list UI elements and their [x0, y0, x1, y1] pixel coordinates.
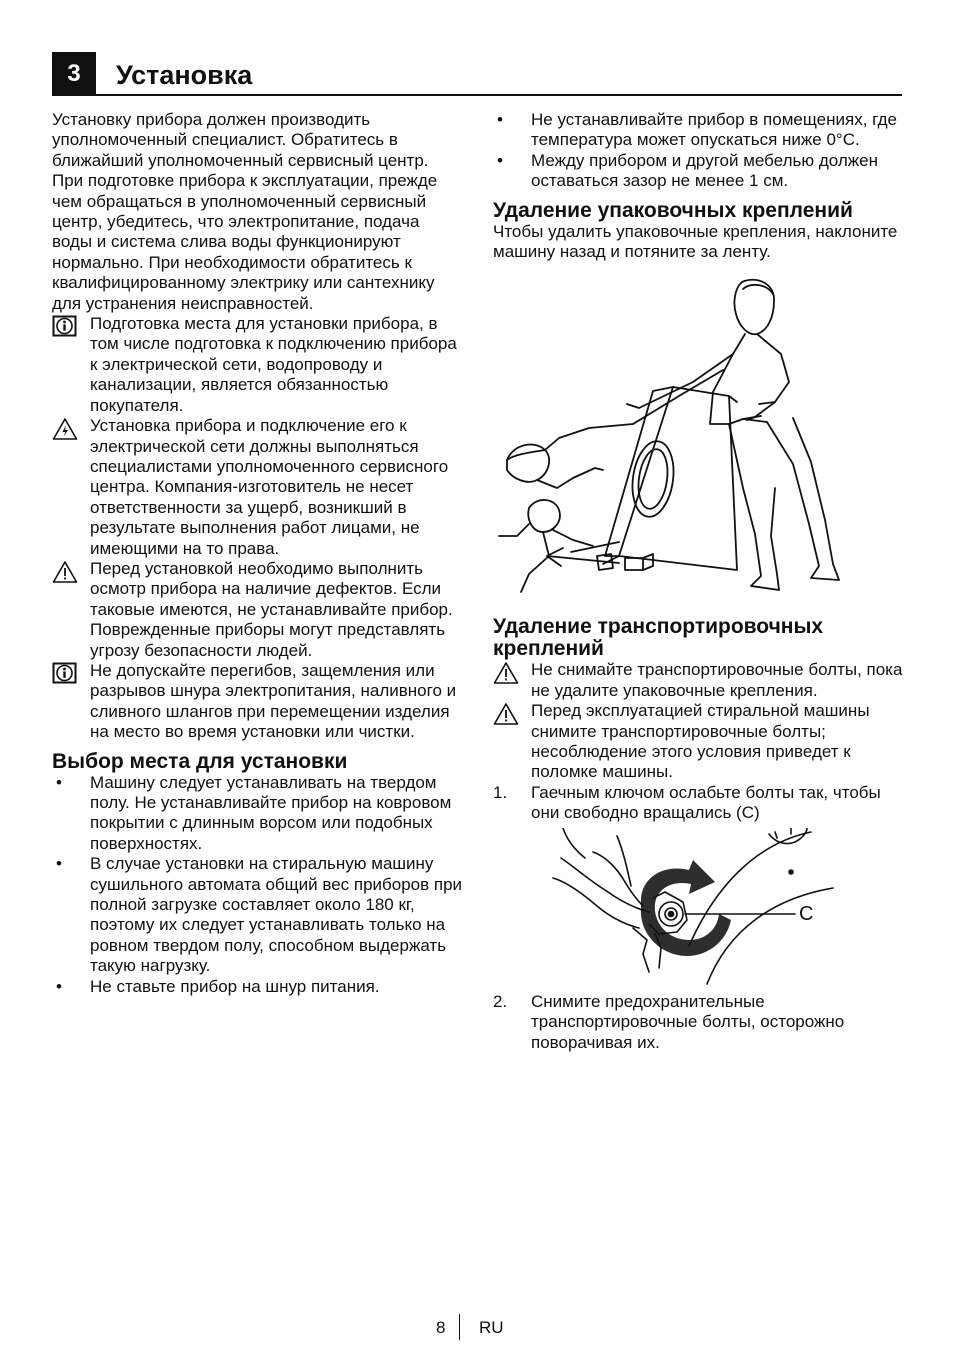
bullet-mark: •: [56, 854, 62, 874]
electric-warning-icon: [52, 417, 78, 441]
warning-icon: [493, 661, 519, 685]
language-code: RU: [479, 1318, 504, 1337]
section-title-transport: Удаление транспортировочных креплений: [493, 615, 824, 661]
warning-icon: [52, 560, 78, 584]
list-item-text: Машину следует устанавливать на твердом полу. Не устанавливайте прибор на ковровом покрытии с длинным ворсом или подобных поверхностях.: [90, 772, 452, 853]
page-number: 8: [436, 1318, 446, 1337]
footer-divider: [459, 1314, 460, 1340]
tilt-machine-illustration: [493, 274, 903, 610]
step-text: Гаечным ключом ослабьте болты так, чтобы они свободно вращались (С): [531, 782, 881, 823]
step-text: Снимите предохранительные транспортировочные болты, осторожно поворачивая их.: [531, 991, 845, 1052]
list-item-text: Не устанавливайте прибор в помещениях, где температура может опускаться ниже 0°С.: [531, 110, 897, 150]
step-item: [493, 783, 903, 824]
list-item-text: Между прибором и другой мебелью должен оставаться зазор не менее 1 см.: [531, 150, 878, 191]
list-item: [493, 110, 903, 151]
warning-icon: [493, 702, 519, 726]
info-icon: [52, 315, 78, 337]
electric-warning-note: [52, 416, 464, 559]
step-number: 1.: [493, 782, 508, 802]
section-title-location: Выбор места для установки: [52, 749, 348, 773]
intro-paragraph: Установку прибора должен производить уполномоченный специалист. Обратитесь в ближайший уполномоченный сервисный центр. При подготовке прибора к эксплуатации, прежде чем обращаться в уполномоченный сервисный центр, убедитесь, что электропитание, подача воды и система слива воды функционируют нормально. При необходимости обратитесь к квалифицированному электрику или сантехнику для устранения неисправностей.: [52, 110, 438, 313]
info-note-text: Подготовка места для установки прибора, в том числе подготовка к подключению прибора к электрической сети, водопроводу и канализации, является обязанностью покупателя.: [90, 314, 457, 415]
bullet-mark: •: [497, 150, 503, 170]
section-title-packaging: Удаление упаковочных креплений: [493, 198, 853, 222]
warning-text: Не снимайте транспортировочные болты, пока не удалите упаковочные крепления.: [531, 660, 903, 700]
packaging-paragraph: Чтобы удалить упаковочные крепления, наклоните машину назад и потяните за ленту.: [493, 221, 898, 262]
step-item: [493, 992, 903, 1053]
page-footer: [0, 1314, 954, 1340]
info-icon: [52, 662, 78, 684]
step-number: 2.: [493, 991, 508, 1011]
warning-note-2: [493, 660, 903, 701]
chapter-title: Установка: [116, 60, 253, 90]
wrench-bolt-illustration: [493, 828, 903, 988]
bullet-mark: •: [56, 772, 62, 792]
warning-note-3: [493, 701, 903, 783]
list-item: [52, 854, 464, 976]
left-column: [52, 110, 464, 997]
list-item: [52, 977, 464, 997]
info-note-2: [52, 661, 464, 743]
list-item-text: В случае установки на стиральную машину сушильного автомата общий вес приборов при полной загрузке составляет около 180 кг, поэтому их следует устанавливать только на ровном твердом полу, способном выдержать такую нагрузку.: [90, 854, 463, 976]
list-item-text: Не ставьте прибор на шнур питания.: [90, 976, 380, 996]
list-item: [493, 151, 903, 192]
bolt-label: C: [799, 902, 814, 925]
chapter-number: 3: [52, 52, 96, 96]
warning-text: Перед эксплуатацией стиральной машины снимите транспортировочные болты; несоблюдение этого условия приведет к поломке машины.: [531, 701, 870, 782]
electric-warning-text: Установка прибора и подключение его к электрической сети должны выполняться специалистами уполномоченного сервисного центра. Компания-изготовитель не несет ответственности за ущерб, возникший в результате выполнения работ лицами, не имеющими на то права.: [90, 416, 449, 558]
info-note-1: [52, 314, 464, 416]
bullet-mark: •: [56, 976, 62, 996]
right-column: [493, 110, 903, 1053]
info-note-text: Не допускайте перегибов, защемления или разрывов шнура электропитания, наливного и сливного шлангов при перемещении изделия на место во время установки или чистки.: [90, 660, 457, 742]
warning-note-1: [52, 559, 464, 661]
bullet-mark: •: [497, 110, 503, 129]
list-item: [52, 773, 464, 855]
chapter-header: [52, 52, 902, 96]
warning-text: Перед установкой необходимо выполнить осмотр прибора на наличие дефектов. Если таковые имеются, не устанавливайте прибор. Поврежденные приборы могут представлять угрозу безопасности людей.: [90, 558, 453, 660]
